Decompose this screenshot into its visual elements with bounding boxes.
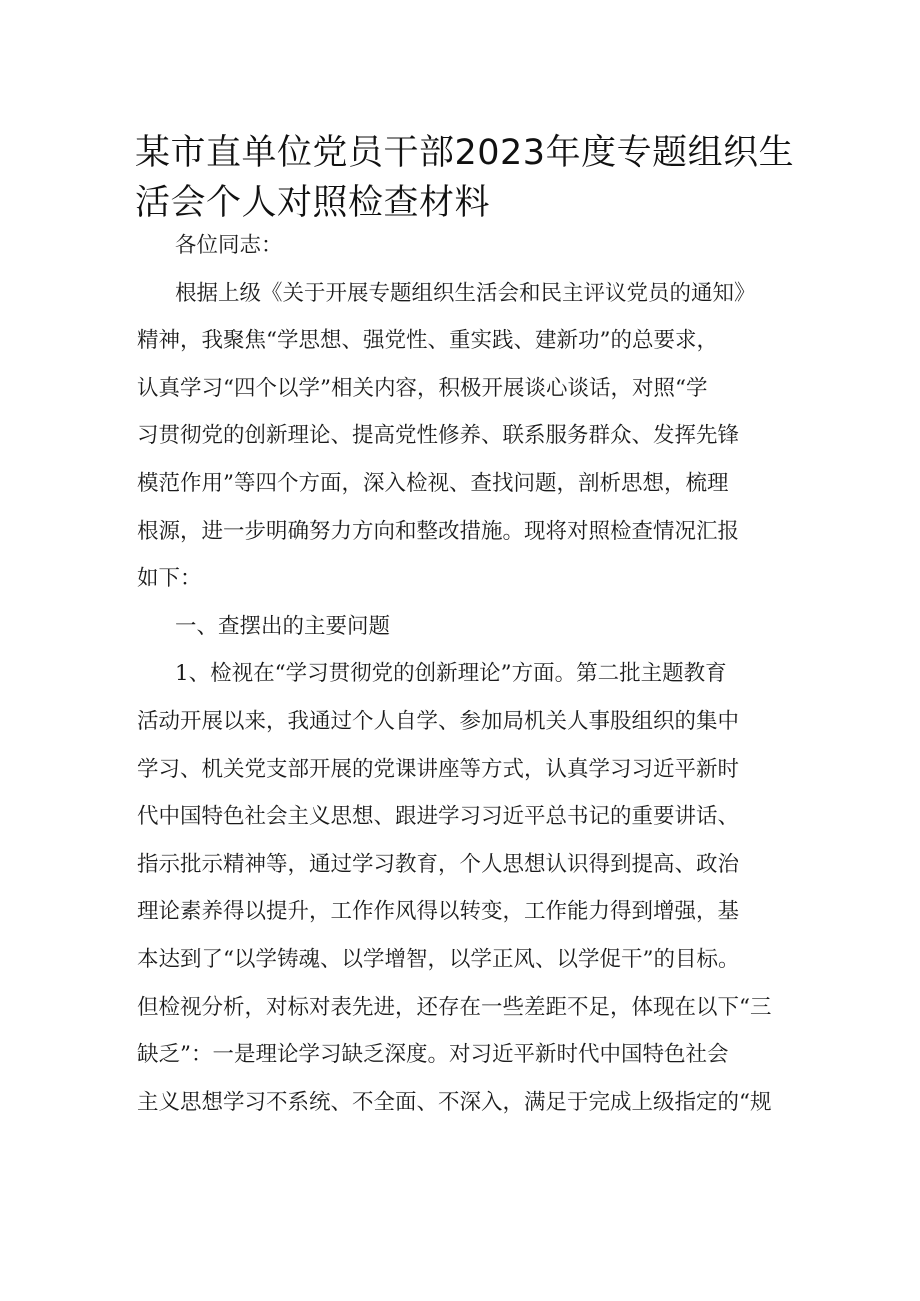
body-line: 学习、机关党支部开展的党课讲座等方式，认真学习习近平新时 (137, 756, 740, 782)
document-body (137, 222, 797, 1126)
body-line: 认真学习“四个以学”相关内容，积极开展谈心谈话，对照“学 (137, 375, 708, 401)
body-line: 本达到了“以学铸魂、以学增智，以学正风、以学促干”的目标。 (137, 946, 740, 972)
body-line: 主义思想学习不系统、不全面、不深入，满足于完成上级指定的“规 (137, 1089, 772, 1115)
body-line: 活动开展以来，我通过个人自学、参加局机关人事股组织的集中 (137, 708, 740, 734)
body-line: 各位同志： (175, 233, 283, 258)
body-line: 但检视分析，对标对表先进，还存在一些差距不足，体现在以下“三 (137, 994, 772, 1020)
document-title (135, 128, 835, 228)
body-line: 根据上级《关于开展专题组织生活会和民主评议党员的通知》 (175, 280, 756, 306)
body-line: 理论素养得以提升，工作作风得以转变，工作能力得到增强，基 (137, 899, 740, 925)
body-line: 代中国特色社会主义思想、跟进学习习近平总书记的重要讲话、 (137, 804, 740, 830)
body-line: 缺乏”：一是理论学习缺乏深度。对习近平新时代中国特色社会 (137, 1042, 729, 1068)
body-line: 如下： (137, 566, 202, 592)
body-line: 一、查摆出的主要问题 (175, 613, 391, 639)
body-line: 模范作用”等四个方面，深入检视、查找问题，剖析思想，梳理 (137, 470, 729, 496)
body-line: 习贯彻党的创新理论、提高党性修养、联系服务群众、发挥先锋 (137, 423, 740, 449)
body-line: 根源，进一步明确努力方向和整改措施。现将对照检查情况汇报 (137, 518, 740, 544)
body-line: 指示批示精神等，通过学习教育，个人思想认识得到提高、政治 (137, 851, 740, 877)
title-line: 活会个人对照检查材料 (135, 183, 491, 223)
body-line: 1、检视在“学习贯彻党的创新理论”方面。第二批主题教育 (175, 661, 727, 687)
title-line: 某市直单位党员干部2023年度专题组织生 (135, 133, 795, 173)
body-line: 精神，我聚焦“学思想、强党性、重实践、建新功”的总要求， (137, 328, 718, 354)
